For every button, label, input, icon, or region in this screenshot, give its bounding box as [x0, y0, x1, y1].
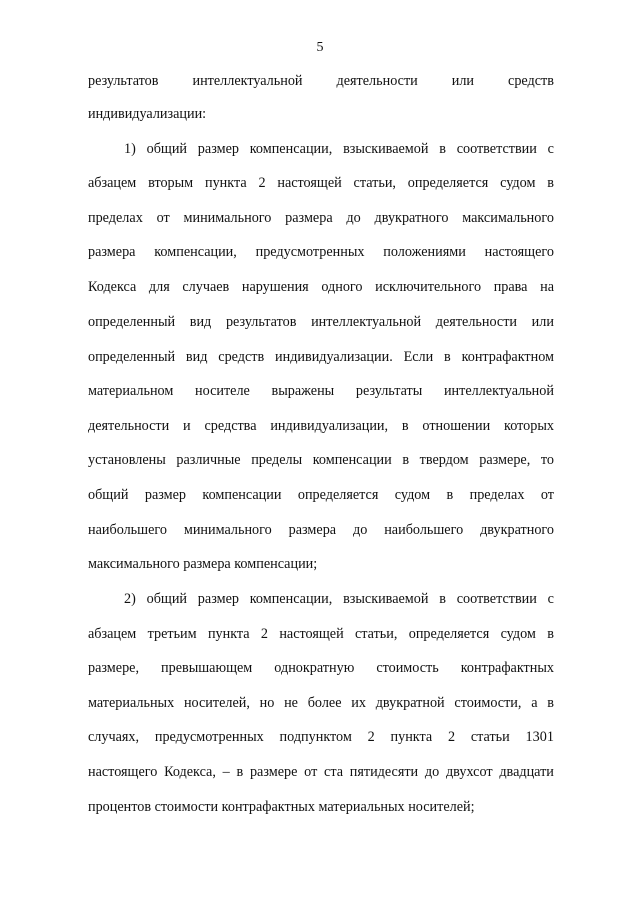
text-line [88, 728, 554, 746]
word: абзацем [88, 626, 137, 642]
word: предусмотренных [255, 244, 365, 260]
word: деятельности [336, 73, 418, 89]
word: но [259, 695, 275, 711]
word: вторым [148, 175, 194, 191]
word: компенсации, [249, 141, 333, 157]
word: с [547, 591, 554, 607]
word: статьи [470, 729, 510, 745]
word: компенсации [202, 487, 282, 503]
word: взыскиваемой [343, 591, 429, 607]
word: одного [321, 279, 363, 295]
text-line [88, 140, 554, 158]
word: не [284, 695, 298, 711]
text-line [88, 243, 554, 261]
word: абзацем [88, 175, 137, 191]
word: или [531, 314, 554, 330]
word: размер [144, 487, 187, 503]
word: размера [288, 522, 337, 538]
word: статьи, [353, 175, 396, 191]
word: настоящей [279, 626, 344, 642]
word: размере, [88, 660, 140, 676]
page-number: 5 [316, 40, 324, 55]
word: размере [249, 764, 298, 780]
word: пятидесяти [349, 764, 419, 780]
word: взыскиваемой [343, 141, 429, 157]
word: подпунктом [279, 729, 352, 745]
word: вид [185, 349, 208, 365]
word: настоящего [484, 244, 554, 260]
word: выражены [271, 383, 335, 399]
word: общий [146, 141, 188, 157]
word: то [540, 452, 554, 468]
word: двукратного [480, 522, 554, 538]
word: в [446, 487, 454, 503]
word: результатов [88, 73, 159, 89]
text-line [88, 348, 554, 366]
word: средства [204, 418, 257, 434]
word: компенсации, [249, 591, 333, 607]
word: на [540, 279, 554, 295]
word: однократную [274, 660, 355, 676]
word: определяется [297, 487, 379, 503]
word: пределах [469, 487, 525, 503]
word: индивидуализации, [270, 418, 389, 434]
word: а [531, 695, 538, 711]
word: 2) [124, 591, 136, 607]
word: положениями [383, 244, 466, 260]
word: средств [508, 73, 554, 89]
word: от [540, 487, 554, 503]
word: настоящей [277, 175, 342, 191]
word: Если [403, 349, 434, 365]
word: соответствии [456, 591, 537, 607]
word: деятельности [435, 314, 517, 330]
word: размера [285, 210, 333, 226]
word: интеллектуальной [311, 314, 422, 330]
word: статьи, [355, 626, 398, 642]
word: 2 [258, 175, 266, 191]
word: размере, [479, 452, 531, 468]
text-line [88, 590, 554, 608]
word: интеллектуальной [192, 73, 303, 89]
text-line [88, 694, 554, 712]
word: результаты [355, 383, 423, 399]
word: определенный [88, 349, 176, 365]
word: отношении [422, 418, 491, 434]
word: в [401, 418, 409, 434]
word: в [547, 175, 554, 191]
text-line [88, 382, 554, 400]
word: двухсот [445, 764, 493, 780]
text-line [88, 521, 554, 539]
word: настоящего [88, 764, 158, 780]
text-line [88, 174, 554, 192]
word: третьим [147, 626, 197, 642]
word: 2 [260, 626, 268, 642]
word: минимального [183, 522, 272, 538]
word: пункта [204, 175, 247, 191]
word: двукратного [374, 210, 449, 226]
word: пределы [251, 452, 303, 468]
text-line [88, 313, 554, 331]
word: превышающем [161, 660, 253, 676]
word: в [402, 452, 410, 468]
text-line [88, 625, 554, 643]
word: компенсации, [154, 244, 237, 260]
word: случаях, [88, 729, 140, 745]
word: контрафактных [460, 660, 554, 676]
word: двадцати [499, 764, 554, 780]
word: до [424, 764, 440, 780]
word: индивидуализации. [275, 349, 393, 365]
word: стоимости, [454, 695, 522, 711]
word: 2 [367, 729, 375, 745]
word: случаев [182, 279, 230, 295]
word: предусмотренных [154, 729, 264, 745]
word: соответствии [456, 141, 537, 157]
word: пункта [207, 626, 250, 642]
word: для [148, 279, 170, 295]
word: наибольшего [88, 522, 167, 538]
word: – [222, 764, 230, 780]
text-line [88, 278, 554, 296]
word: или [451, 73, 475, 89]
word: материальном [88, 383, 174, 399]
word: в [236, 764, 244, 780]
word: судом [500, 626, 536, 642]
word: компенсации [312, 452, 392, 468]
word: ста [324, 764, 343, 780]
word: пункта [390, 729, 433, 745]
word: их [351, 695, 366, 711]
word: с [547, 141, 554, 157]
word: двукратной [375, 695, 445, 711]
word: в [547, 695, 554, 711]
word: в [547, 626, 554, 642]
text-line [88, 417, 554, 435]
word: судом [394, 487, 431, 503]
word: интеллектуальной [443, 383, 554, 399]
word: 1) [124, 141, 136, 157]
word: общий [146, 591, 188, 607]
word: твердом [419, 452, 469, 468]
text-line: максимального размера компенсации; [88, 556, 318, 572]
text-line: процентов стоимости контрафактных материальных носителей; [88, 799, 475, 815]
word: определяется [407, 175, 489, 191]
word: размера [88, 244, 136, 260]
word: в [444, 349, 451, 365]
word: от [304, 764, 318, 780]
word: средств [218, 349, 265, 365]
word: материальных [88, 695, 175, 711]
text-line [88, 763, 554, 781]
word: от [156, 210, 170, 226]
word: Кодекса, [164, 764, 216, 780]
word: носителей, [183, 695, 250, 711]
word: контрафактном [461, 349, 554, 365]
word: которых [504, 418, 554, 434]
word: установлены [88, 452, 166, 468]
word: 2 [447, 729, 456, 745]
text-line [88, 451, 554, 469]
word: деятельности [88, 418, 170, 434]
text-line [88, 209, 554, 227]
word: исключительного [375, 279, 482, 295]
word: и [183, 418, 191, 434]
word: определенный [88, 314, 176, 330]
word: вид [189, 314, 212, 330]
word: Кодекса [88, 279, 137, 295]
word: в [439, 141, 446, 157]
text-line [88, 659, 554, 677]
word: более [307, 695, 342, 711]
word: носителе [195, 383, 250, 399]
word: судом [500, 175, 536, 191]
word: размер [197, 591, 239, 607]
word: до [346, 210, 361, 226]
word: пределах [88, 210, 143, 226]
word: 1301 [525, 729, 554, 745]
word: в [439, 591, 446, 607]
word: минимального [183, 210, 272, 226]
word: различные [176, 452, 241, 468]
word: размер [197, 141, 239, 157]
word: до [353, 522, 368, 538]
word: наибольшего [384, 522, 464, 538]
text-line [88, 486, 554, 504]
word: нарушения [241, 279, 309, 295]
word: права [493, 279, 528, 295]
word: стоимость [376, 660, 439, 676]
text-line [88, 72, 554, 90]
text-line: индивидуализации: [88, 106, 207, 122]
word: определяется [408, 626, 490, 642]
word: общий [88, 487, 129, 503]
word: результатов [225, 314, 297, 330]
word: максимального [462, 210, 554, 226]
